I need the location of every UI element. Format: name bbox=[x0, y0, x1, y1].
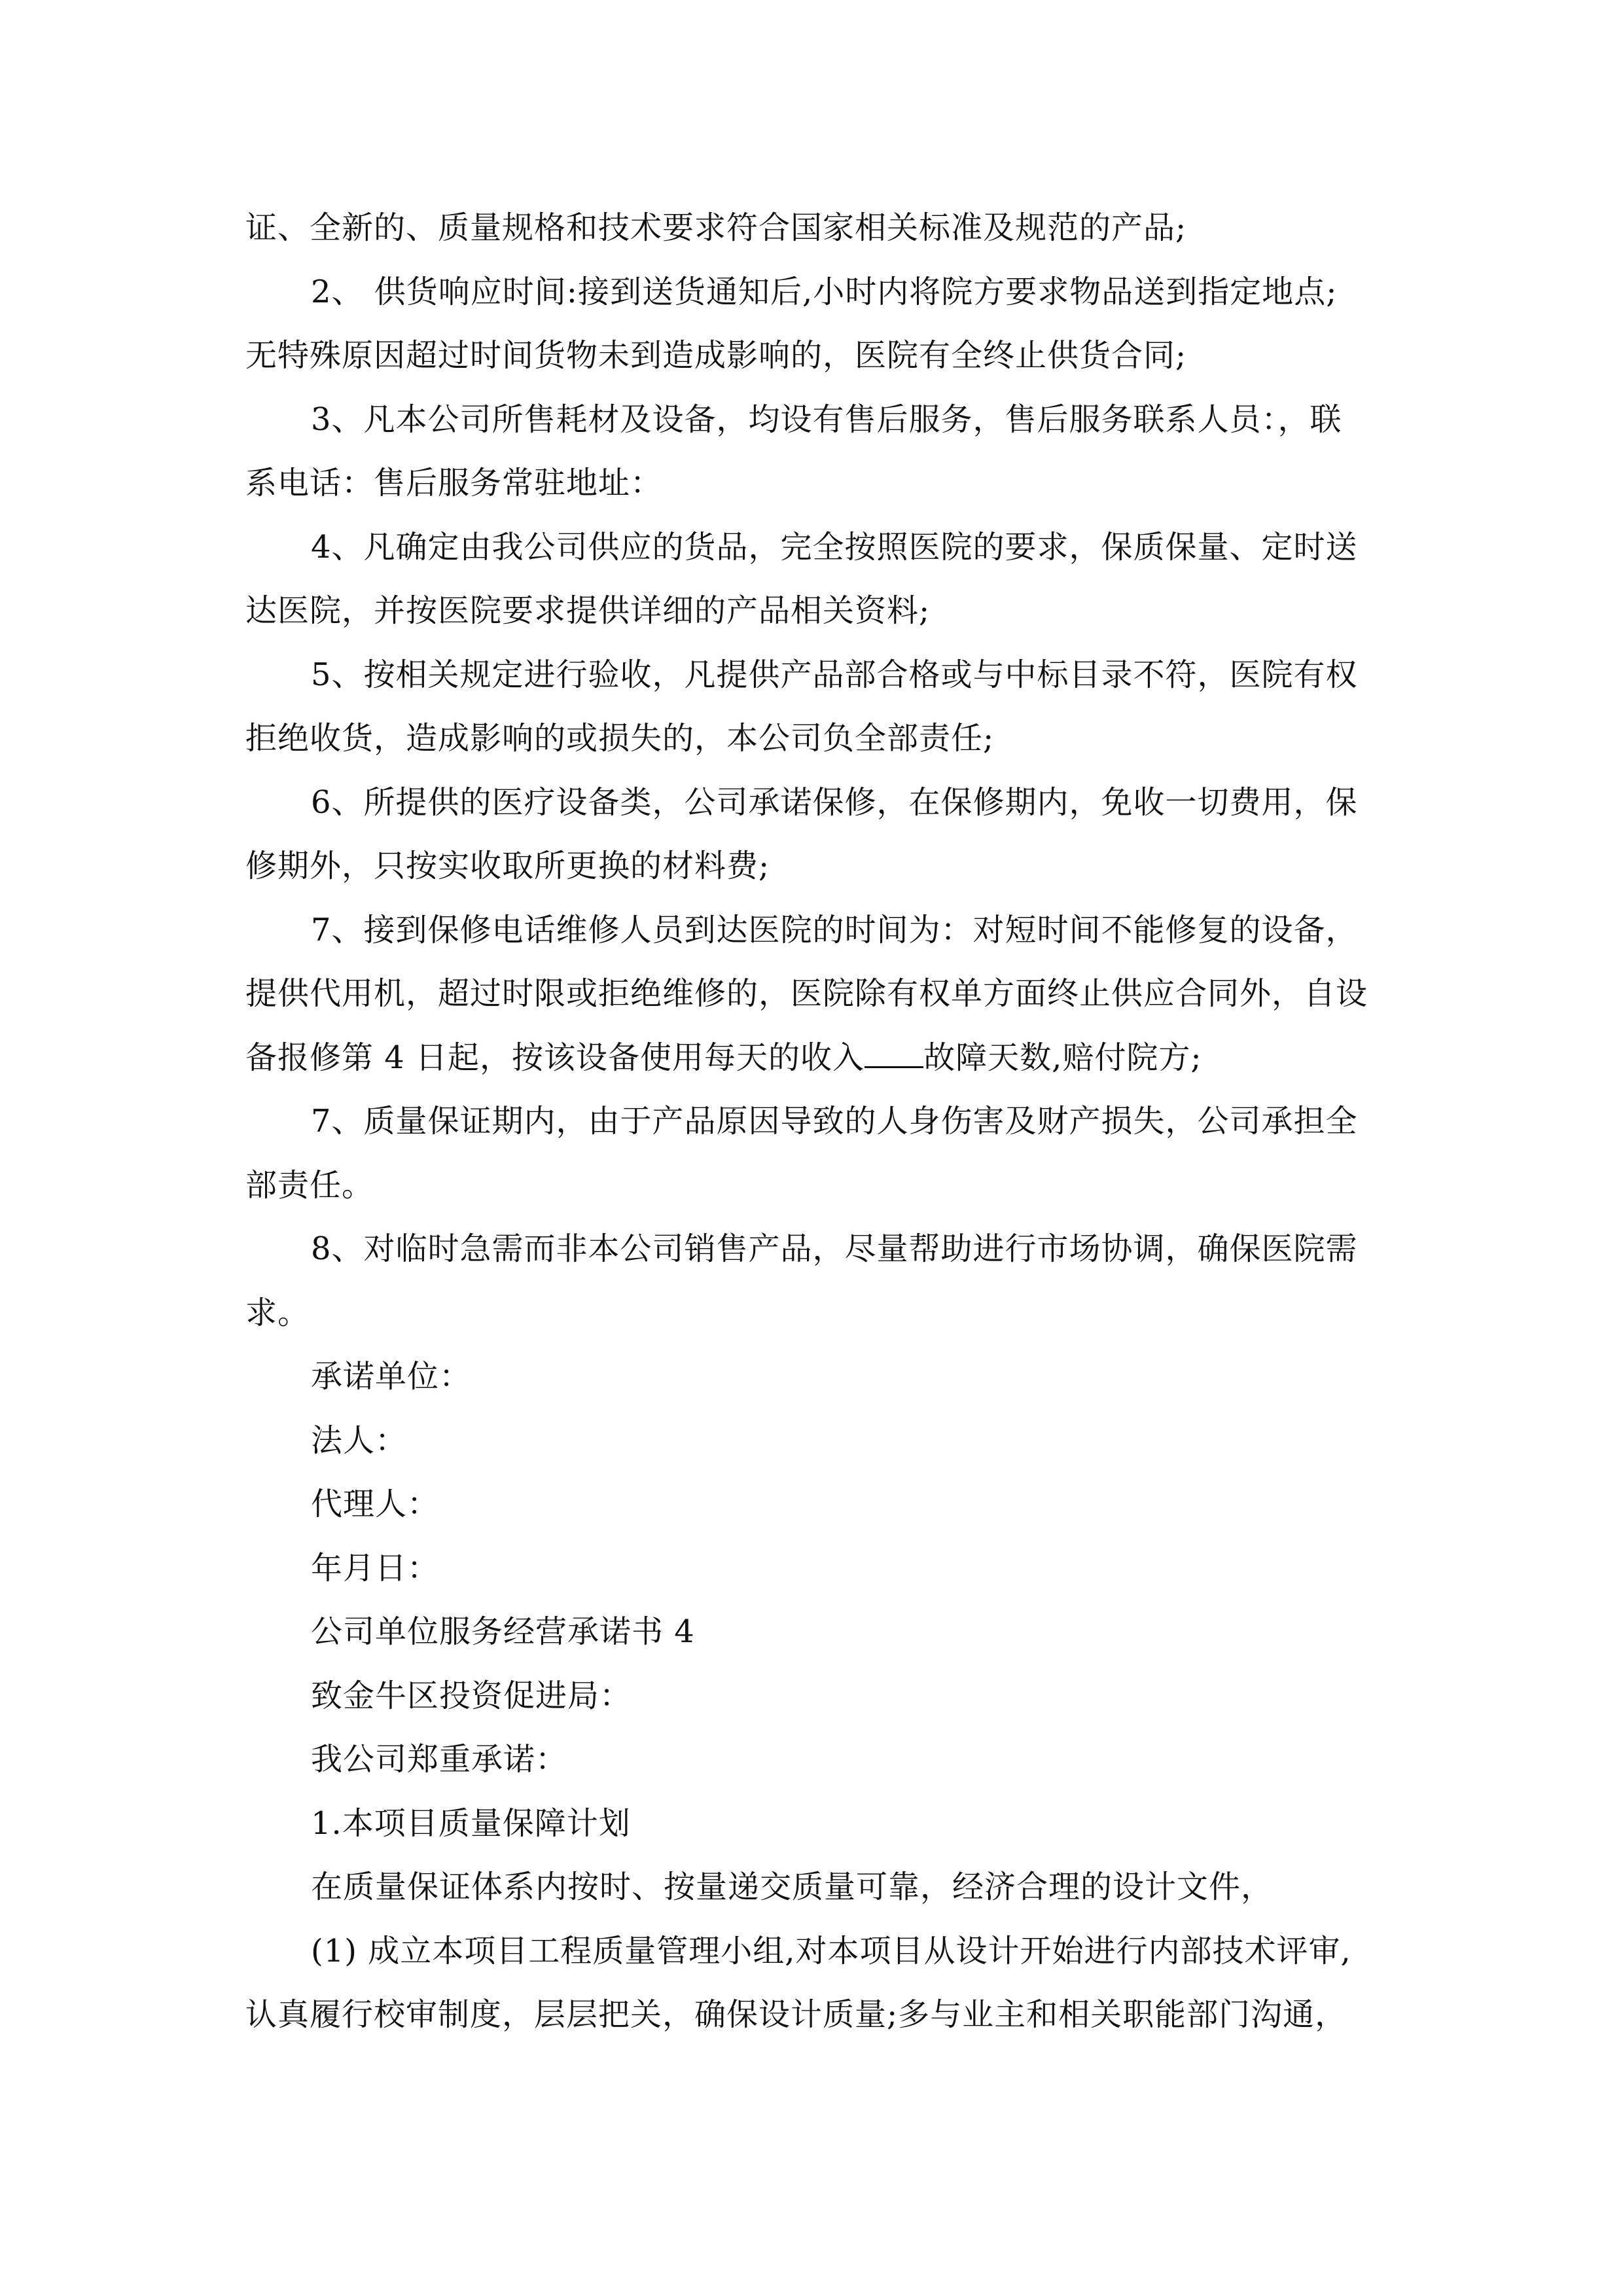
text-line: 达医院，并按医院要求提供详细的产品相关资料; bbox=[245, 592, 931, 629]
text-line: 承诺单位： bbox=[311, 1358, 472, 1395]
text-line: 证、全新的、质量规格和技术要求符合国家相关标准及规范的产品; bbox=[245, 209, 1187, 246]
text-line: 法人： bbox=[311, 1422, 408, 1459]
text-line: 认真履行校审制度，层层把关，确保设计质量;多与业主和相关职能部门沟通， bbox=[245, 1996, 1347, 2033]
text-line: 1.本项目质量保障计划 bbox=[311, 1804, 631, 1842]
text-line: 2、 供货响应时间:接到送货通知后,小时内将院方要求物品送到指定地点; bbox=[311, 273, 1338, 310]
text-line: 求。 bbox=[245, 1294, 310, 1331]
text-line: 5、按相关规定进行验收，凡提供产品部合格或与中标目录不符，医院有权 bbox=[311, 656, 1358, 693]
text-line: 提供代用机，超过时限或拒绝维修的，医院除有权单方面终止供应合同外，自设 bbox=[245, 975, 1368, 1012]
text-line: 修期外，只按实收取所更换的材料费; bbox=[245, 848, 770, 884]
text-line: 无特殊原因超过时间货物未到造成影响的，医院有全终止供货合同; bbox=[245, 337, 1187, 374]
text-line: 系电话：售后服务常驻地址： bbox=[245, 465, 663, 501]
text-line: 拒绝收货，造成影响的或损失的，本公司负全部责任; bbox=[245, 720, 995, 757]
text-line: 部责任。 bbox=[245, 1166, 374, 1204]
text-line: 在质量保证体系内按时、按量递交质量可靠，经济合理的设计文件， bbox=[311, 1869, 1274, 1905]
paragraph-block-1 bbox=[245, 196, 1378, 1026]
text-line: 年月日： bbox=[311, 1549, 440, 1587]
paragraph-block-2 bbox=[245, 1090, 1378, 2047]
text-segment: 备报修第 4 日起，按该设备使用每天的收入 bbox=[245, 1039, 865, 1076]
text-line: 7、接到保修电话维修人员到达医院的时间为：对短时间不能修复的设备， bbox=[311, 911, 1358, 948]
document-body bbox=[245, 196, 1378, 2047]
text-line: 4、凡确定由我公司供应的货品，完全按照医院的要求，保质保量、定时送 bbox=[311, 528, 1358, 565]
text-line: 我公司郑重承诺： bbox=[311, 1741, 568, 1778]
text-line: 7、质量保证期内，由于产品原因导致的人身伤害及财产损失，公司承担全 bbox=[311, 1103, 1358, 1139]
text-segment: 故障天数,赔付院方; bbox=[923, 1039, 1202, 1076]
fill-in-blank bbox=[865, 1040, 923, 1068]
text-line: 公司单位服务经营承诺书 4 bbox=[311, 1613, 695, 1650]
text-line: 3、凡本公司所售耗材及设备，均设有售后服务，售后服务联系人员：，联 bbox=[311, 401, 1342, 438]
text-line: 6、所提供的医疗设备类，公司承诺保修，在保修期内，免收一切费用，保 bbox=[311, 783, 1358, 821]
text-line: (1) 成立本项目工程质量管理小组,对本项目从设计开始进行内部技术评审, bbox=[311, 1932, 1351, 1969]
text-line: 8、对临时急需而非本公司销售产品，尽量帮助进行市场协调，确保医院需 bbox=[311, 1230, 1358, 1267]
text-line: 代理人： bbox=[311, 1486, 440, 1522]
text-line-with-blank bbox=[245, 1026, 1378, 1090]
text-line: 致金牛区投资促进局： bbox=[311, 1677, 632, 1714]
